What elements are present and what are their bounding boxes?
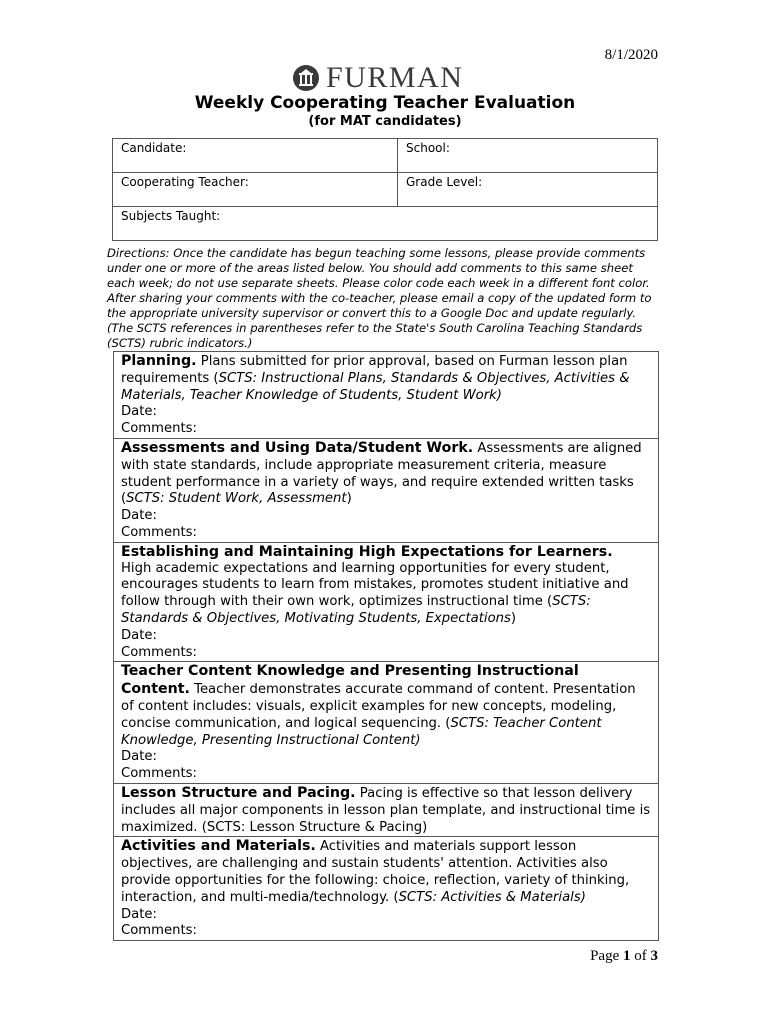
assessments-heading: Assessments and Using Data/Student Work. [121,439,474,456]
form-title: Weekly Cooperating Teacher Evaluation [194,93,576,113]
activities-heading: Activities and Materials. [121,838,316,855]
expectations-scts: SCTS: Standards & Objectives, Motivating Students, Expectations [121,594,591,626]
assessments-date-label: Date: [121,508,157,524]
activities-date-label: Date: [121,906,157,922]
assessments-close: ) [346,491,352,507]
page-total: 3 [650,948,658,964]
school-field[interactable] [398,139,658,173]
grade-level-field[interactable] [398,173,658,207]
activities-comments-label: Comments: [121,923,197,939]
section-activities[interactable] [114,836,658,940]
content-knowledge-heading: Teacher Content Knowledge and Presenting Instructional Content. [121,663,579,698]
section-planning[interactable] [114,352,658,438]
subjects-taught-label: Subjects Taught: [121,209,221,223]
page-prefix: Page [590,948,623,964]
grade-level-label: Grade Level: [406,175,483,189]
content-knowledge-scts: SCTS: Teacher Content Knowledge, Presenting Instructional Content) [121,715,602,748]
activities-text: Activities and materials support lesson objectives, are challenging and sustain students' attention. Activities also provide opportunities for the following: choice, reflection, variety of thinking, interaction, and multi-media/technology. ( [121,839,630,905]
lesson-structure-text: Pacing is effective so that lesson delivery includes all major components in lesson plan template, and instructional time is maximized. (SCTS: Lesson Structure & Pacing) [121,785,651,835]
subjects-taught-field[interactable] [113,207,658,241]
section-assessments[interactable] [114,438,658,542]
section-lesson-structure[interactable] [114,783,658,836]
assessments-comments-label: Comments: [121,524,197,540]
section-content-knowledge[interactable] [114,661,658,783]
expectations-text: High academic expectations and learning opportunities for every student, encourages students to learn from mistakes, promotes student initiative and follow through with their own work, optimizes instructional time ( [121,560,629,610]
directions-text: Directions: Once the candidate has begun teaching some lessons, please provide comments under one or more of the areas listed below. You should add comments to this same sheet each week; do not use separate sheets. Please color code each week in a different font color. After sharing your comments with the co-teacher, please email a copy of the updated form to the appropriate university supervisor or convert this to a Google Doc and update regularly. (The SCTS references in parentheses refer to the State's South Carolina Teaching Standards (SCTS) rubric indicators.) [107,246,652,350]
document-date: 8/1/2020 [604,47,658,63]
section-expectations[interactable] [114,542,658,662]
planning-text: Plans submitted for prior approval, based on Furman lesson plan requirements ( [121,354,628,386]
info-table [112,138,658,241]
planning-date-label: Date: [121,404,157,420]
page-current: 1 [623,948,631,964]
expectations-heading: Establishing and Maintaining High Expectations for Learners. [121,543,613,560]
candidate-field[interactable] [113,139,398,173]
school-label: School: [406,141,450,155]
lesson-structure-heading: Lesson Structure and Pacing. [121,784,356,801]
expectations-date-label: Date: [121,627,157,643]
page-of: of [630,948,651,964]
assessments-scts: SCTS: Student Work, Assessment [126,491,347,507]
content-knowledge-date-label: Date: [121,749,157,765]
furman-logo [292,61,464,94]
page-number [590,948,658,965]
cooperating-teacher-field[interactable] [113,173,398,207]
expectations-close: ) [510,610,517,626]
candidate-label: Candidate: [121,141,187,155]
planning-scts: SCTS: Instructional Plans, Standards & Objectives, Activities & Materials, Teacher Knowledge of Students, Student Work) [121,370,630,403]
cooperating-teacher-label: Cooperating Teacher: [121,175,249,189]
furman-seal-icon [292,64,320,92]
planning-heading: Planning. [121,353,197,369]
logo-wordmark: FURMAN [326,61,464,94]
content-knowledge-comments-label: Comments: [121,766,197,782]
activities-scts: SCTS: Activities & Materials) [398,889,586,905]
content-knowledge-text: Teacher demonstrates accurate command of content. Presentation of content includes: visuals, explicit examples for new concepts, modeling, concise communication, and logical sequencing. ( [121,682,636,731]
assessments-text: Assessments are aligned with state standards, include appropriate measurement criteria, measure student performance in a variety of ways, and require extended written tasks ( [121,440,642,507]
form-subtitle: (for MAT candidates) [308,114,462,129]
expectations-comments-label: Comments: [121,644,197,660]
planning-comments-label: Comments: [121,421,197,437]
evaluation-sections [113,351,659,941]
